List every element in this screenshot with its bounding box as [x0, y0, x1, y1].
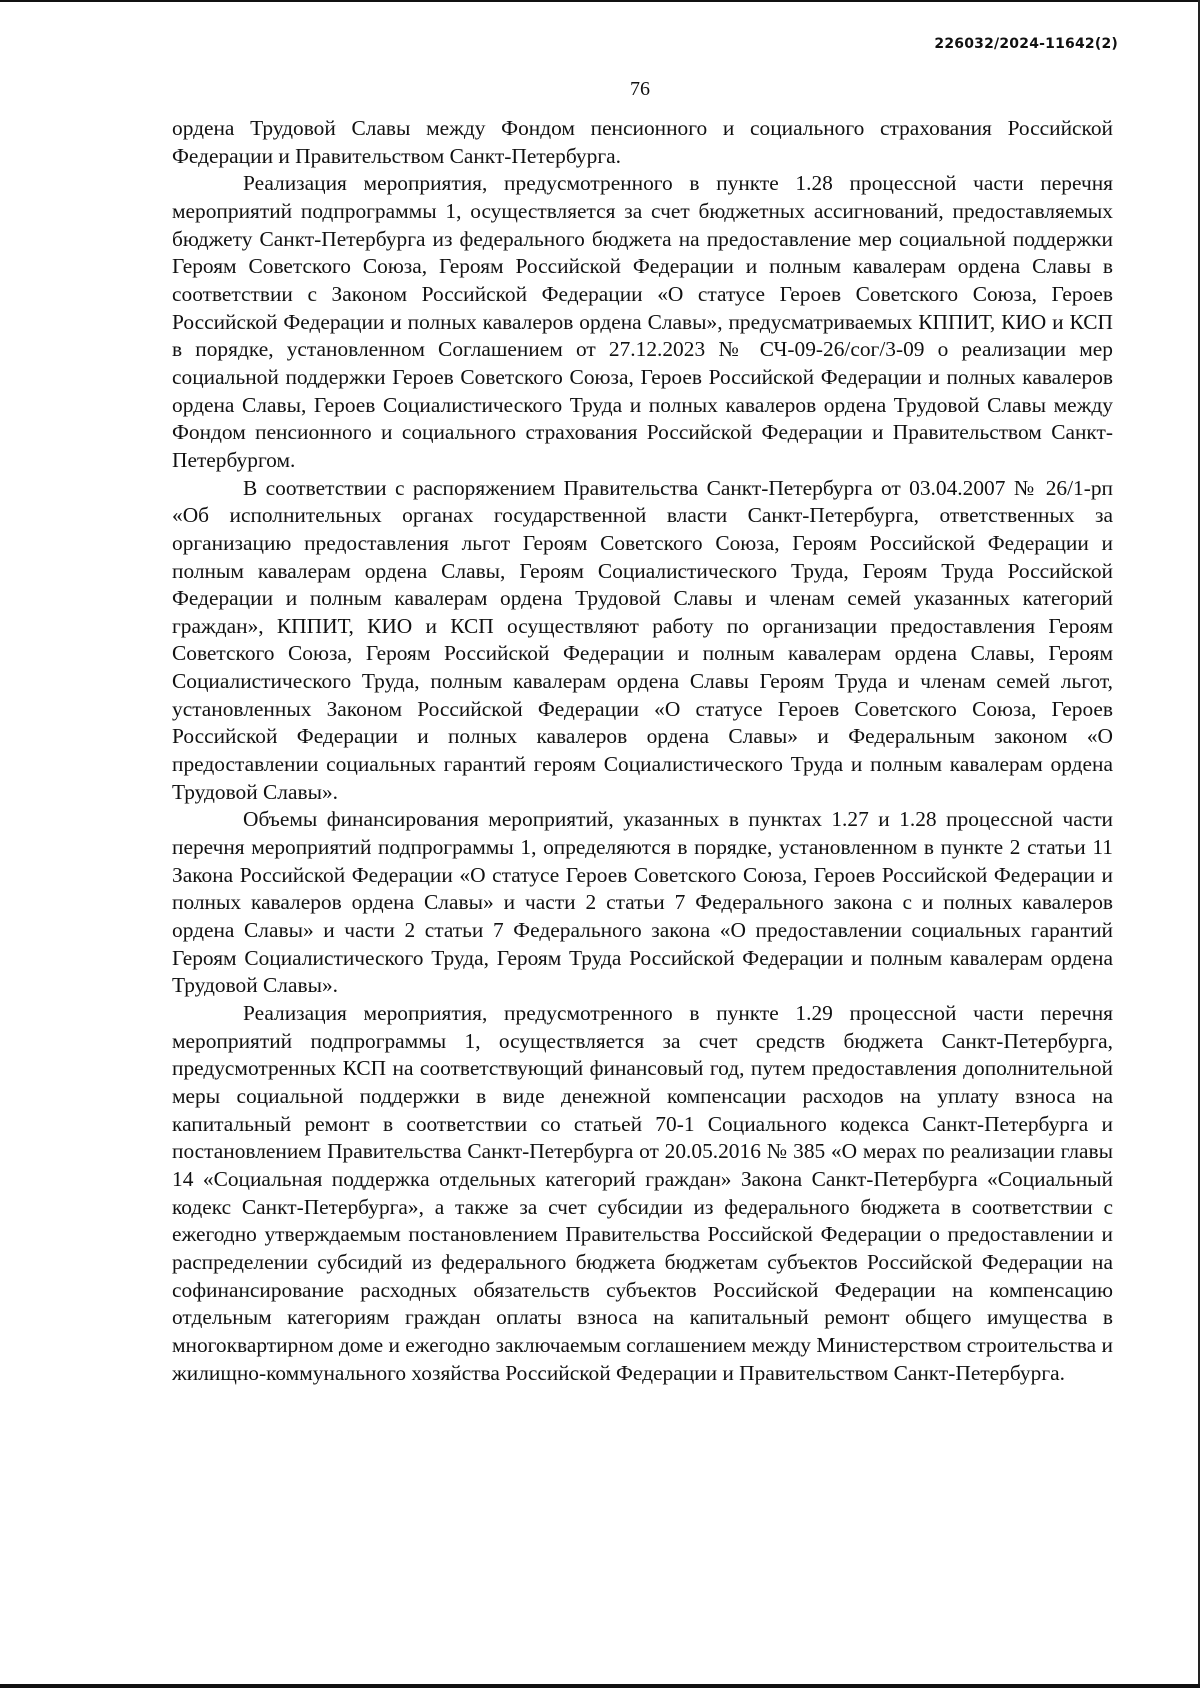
scan-edge-top: [0, 0, 1200, 2]
paragraph-continuation: ордена Трудовой Славы между Фондом пенсионного и социального страхования Российской Федерации и Правительством Санкт-Петербурга.: [172, 116, 1113, 168]
document-body: [172, 115, 1113, 1387]
paragraph-funding-volumes: Объемы финансирования мероприятий, указанных в пунктах 1.27 и 1.28 процессной части перечня мероприятий подпрограммы 1, определяются в порядке, установленном в пункте 2 статьи 11 Закона Российской Федерации «О статусе Героев Советского Союза, Героев Российской Федерации и полных кавалеров ордена Славы» и части 2 статьи 7 Федерального закона с и полных кавалеров ордена Славы» и части 2 статьи 7 Федерального закона «О предоставлении социальных гарантий Героям Социалистического Труда, Героям Труда Российской Федерации и полным кавалерам ордена Трудовой Славы».: [172, 807, 1113, 998]
page-number: 76: [630, 78, 650, 100]
document-registration-number: 226032/2024-11642(2): [934, 36, 1118, 52]
paragraph-order-26-1-rp: В соответствии с распоряжением Правительства Санкт-Петербурга от 03.04.2007 № 26/1-рп «Об исполнительных органах государственной власти Санкт-Петербурга, ответственных за организацию предоставления льгот Героям Советского Союза, Героям Российской Федерации и полным кавалерам ордена Славы, Героям Социалистического Труда, Героям Труда Российской Федерации и полным кавалерам ордена Трудовой Славы и членам семей указанных категорий граждан», КППИТ, КИО и КСП осуществляют работу по организации предоставления Героям Советского Союза, Героям Российской Федерации и полным кавалерам ордена Славы, Героям Социалистического Труда, полным кавалерам ордена Славы Героям Труда и членам семей льгот, установленных Законом Российской Федерации «О статусе Героев Советского Союза, Героев Российской Федерации и полных кавалеров ордена Славы» и Федеральным законом «О предоставлении социальных гарантий героям Социалистического Труда и полным кавалерам ордена Трудовой Славы».: [172, 475, 1113, 804]
scan-edge-bottom: [0, 1684, 1200, 1688]
paragraph-item-1-28: Реализация мероприятия, предусмотренного в пункте 1.28 процессной части перечня мероприятий подпрограммы 1, осуществляется за счет бюджетных ассигнований, предоставляемых бюджету Санкт-Петербурга из федерального бюджета на предоставление мер социальной поддержки Героям Советского Союза, Героям Российской Федерации и полным кавалерам ордена Славы в соответствии с Законом Российской Федерации «О статусе Героев Советского Союза, Героев Российской Федерации и полных кавалеров ордена Славы», предусматриваемых КППИТ, КИО и КСП в порядке, установленном Соглашением от 27.12.2023 № СЧ-09-26/сог/3-09 о реализации мер социальной поддержки Героев Советского Союза, Героев Российской Федерации и полных кавалеров ордена Славы, Героев Социалистического Труда и полных кавалеров ордена Трудовой Славы между Фондом пенсионного и социального страхования Российской Федерации и Правительством Санкт-Петербургом.: [172, 171, 1113, 472]
paragraph-item-1-29: Реализация мероприятия, предусмотренного в пункте 1.29 процессной части перечня мероприятий подпрограммы 1, осуществляется за счет средств бюджета Санкт-Петербурга, предусмотренных КСП на соответствующий финансовый год, путем предоставления дополнительной меры социальной поддержки в виде денежной компенсации расходов на уплату взноса на капитальный ремонт в соответствии со статьей 70-1 Социального кодекса Санкт-Петербурга и постановлением Правительства Санкт-Петербурга от 20.05.2016 № 385 «О мерах по реализации главы 14 «Социальная поддержка отдельных категорий граждан» Закона Санкт-Петербурга «Социальный кодекс Санкт-Петербурга», а также за счет субсидии из федерального бюджета в соответствии с ежегодно утверждаемым постановлением Правительства Российской Федерации о предоставлении и распределении субсидий из федерального бюджета бюджетам субъектов Российской Федерации на софинансирование расходных обязательств субъектов Российской Федерации на компенсацию отдельным категориям граждан оплаты взноса на капитальный ремонт общего имущества в многоквартирном доме и ежегодно заключаемым соглашением между Министерством строительства и жилищно-коммунального хозяйства Российской Федерации и Правительством Санкт-Петербурга.: [172, 1001, 1113, 1385]
